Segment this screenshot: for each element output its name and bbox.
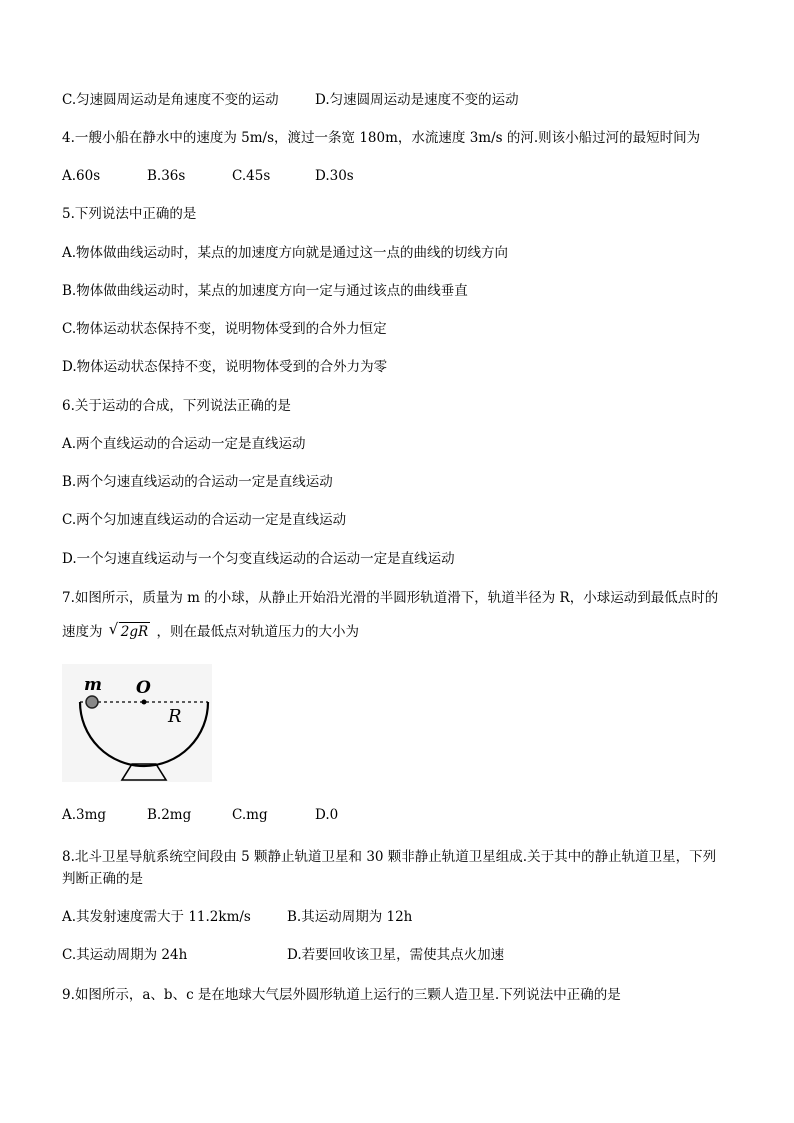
q8-option-b: B.其运动周期为 12h <box>287 909 413 925</box>
q6-stem: 6.关于运动的合成，下列说法正确的是 <box>62 398 291 414</box>
q8-stem: 8.北斗卫星导航系统空间段由 5 颗静止轨道卫星和 30 颗非静止轨道卫星组成.关于其中的静止轨道卫星，下列 <box>62 849 717 865</box>
q7-option-d: D.0 <box>315 807 339 823</box>
q4-stem: 4.一艘小船在静水中的速度为 5m/s，渡过一条宽 180m，水流速度 3m/s 的河.则该小船过河的最短时间为 <box>62 130 701 146</box>
center-point-icon <box>142 700 147 705</box>
label-m: m <box>84 675 102 695</box>
q5-stem: 5.下列说法中正确的是 <box>62 206 197 222</box>
q6-option-b: B.两个匀速直线运动的合运动一定是直线运动 <box>62 474 333 490</box>
q5-option-c: C.物体运动状态保持不变，说明物体受到的合外力恒定 <box>62 321 387 337</box>
ball-icon <box>86 696 98 708</box>
q5-option-b: B.物体做曲线运动时，某点的加速度方向一定与通过该点的曲线垂直 <box>62 283 468 299</box>
q7-stem-pre: 速度为 <box>62 624 103 640</box>
q8-option-d: D.若要回收该卫星，需使其点火加速 <box>287 947 505 963</box>
q6-option-d: D.一个匀速直线运动与一个匀变直线运动的合运动一定是直线运动 <box>62 551 455 567</box>
semicircle-track-figure <box>62 664 212 782</box>
sqrt-icon: √ <box>108 620 119 638</box>
formula-text: 2gR <box>120 624 149 640</box>
q7-stem-post: ，则在最低点对轨道压力的大小为 <box>156 624 359 640</box>
q8-stem-line2: 判断正确的是 <box>62 871 143 887</box>
q4-option-c: C.45s <box>232 168 271 184</box>
sqrt-formula <box>109 622 150 641</box>
q6-option-c: C.两个匀加速直线运动的合运动一定是直线运动 <box>62 512 347 528</box>
q8-option-a: A.其发射速度需大于 11.2km/s <box>62 909 251 925</box>
q8-option-c: C.其运动周期为 24h <box>62 947 188 963</box>
q7-option-b: B.2mg <box>147 807 192 823</box>
q7-stem-line2 <box>62 622 359 641</box>
track-diagram <box>62 664 212 782</box>
q4-option-b: B.36s <box>147 168 186 184</box>
q4-option-a: A.60s <box>62 168 101 184</box>
q5-option-d: D.物体运动状态保持不变，说明物体受到的合外力为零 <box>62 359 388 375</box>
q7-stem: 7.如图所示，质量为 m 的小球，从静止开始沿光滑的半圆形轨道滑下，轨道半径为 R，小球运动到最低点时的 <box>62 590 719 606</box>
q3-option-c: C.匀速圆周运动是角速度不变的运动 <box>62 92 279 108</box>
label-o: O <box>136 678 151 698</box>
label-r: R <box>168 706 182 727</box>
q6-option-a: A.两个直线运动的合运动一定是直线运动 <box>62 436 306 452</box>
q4-option-d: D.30s <box>315 168 354 184</box>
q7-option-a: A.3mg <box>62 807 107 823</box>
q9-stem: 9.如图所示，a、b、c 是在地球大气层外圆形轨道上运行的三颗人造卫星.下列说法中正确的是 <box>62 987 621 1003</box>
q3-option-d: D.匀速圆周运动是速度不变的运动 <box>315 92 519 108</box>
q5-option-a: A.物体做曲线运动时，某点的加速度方向就是通过这一点的曲线的切线方向 <box>62 245 509 261</box>
q7-option-c: C.mg <box>232 807 268 823</box>
